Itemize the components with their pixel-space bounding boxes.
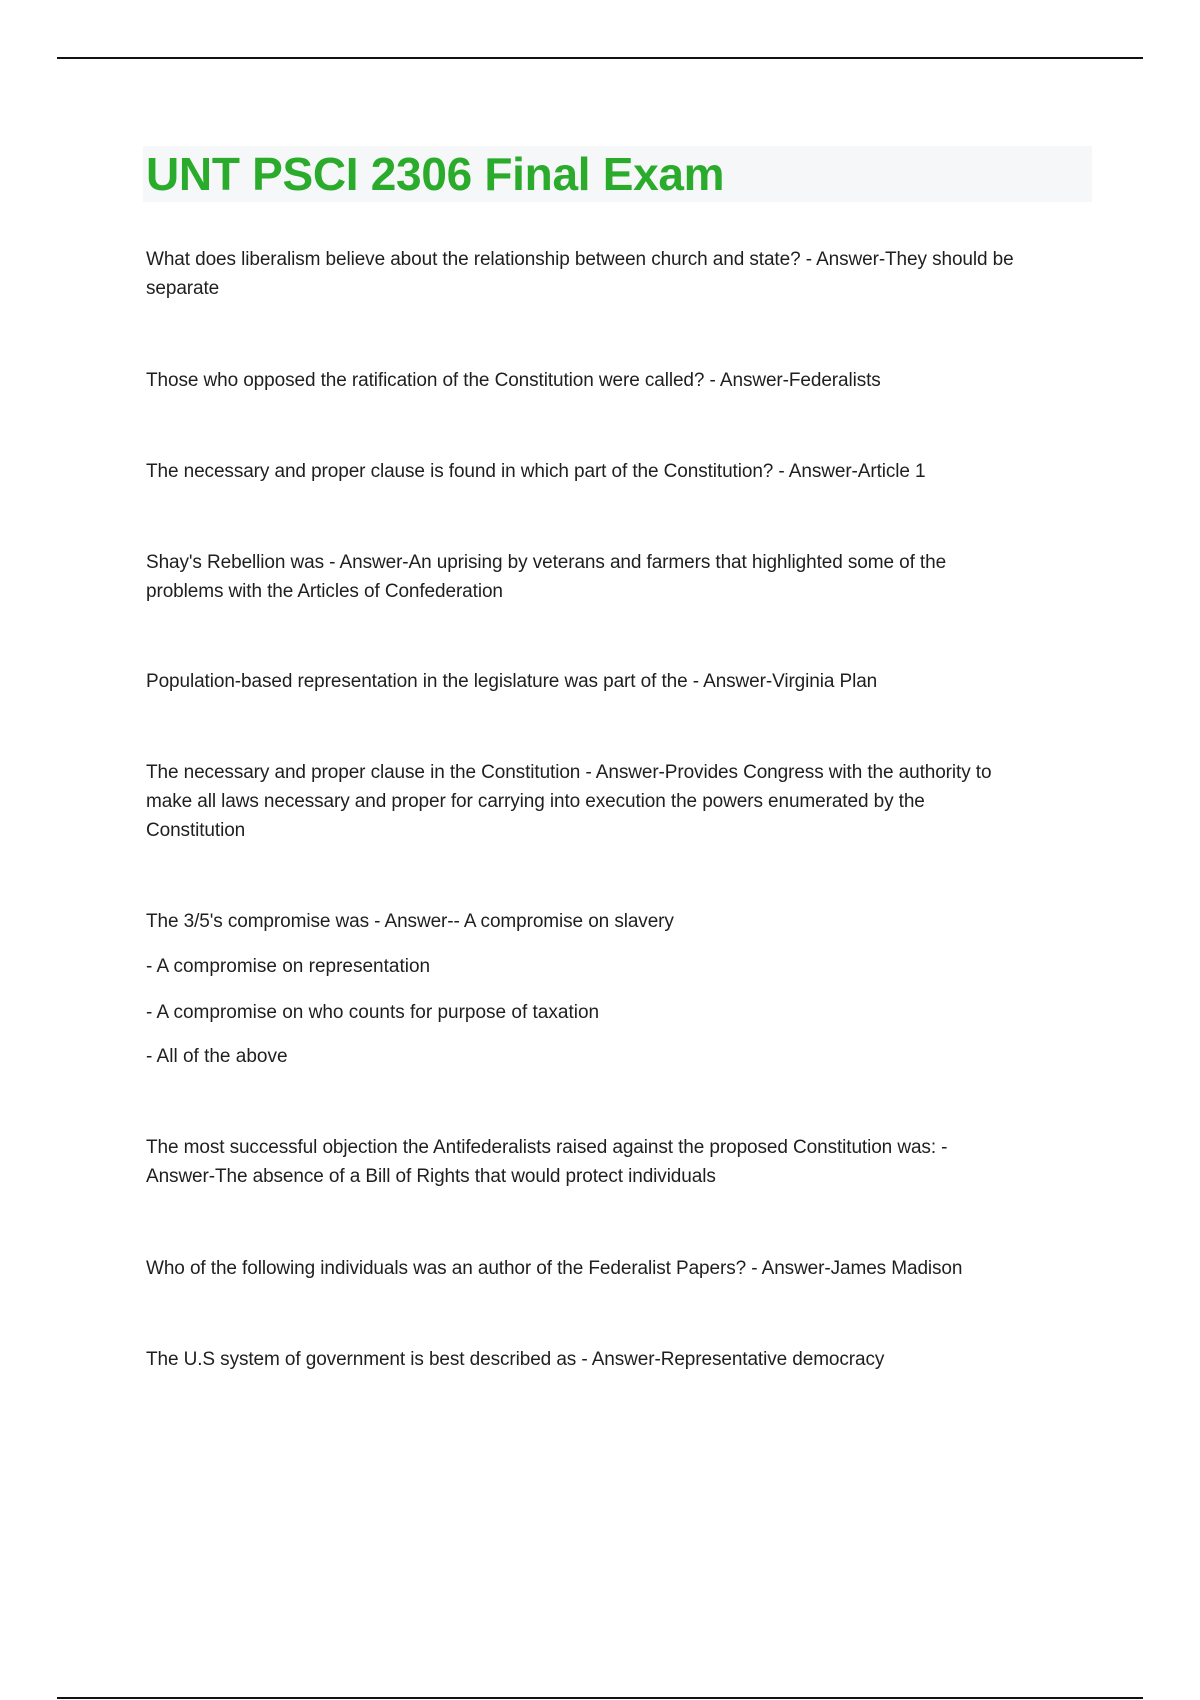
qa-item-1-line-2: separate xyxy=(146,278,220,299)
qa-item-5 xyxy=(146,667,1096,696)
top-rule xyxy=(57,57,1143,59)
qa-item-7-line-1: The 3/5's compromise was - Answer-- A compromise on slavery xyxy=(146,911,674,932)
qa-item-6-line-3: Constitution xyxy=(146,820,246,841)
bottom-rule xyxy=(57,1697,1143,1699)
qa-item-10 xyxy=(146,1345,1096,1374)
qa-item-3-line-1: The necessary and proper clause is found in which part of the Constitution? - Answer-Article 1 xyxy=(146,461,926,482)
qa-item-7-option-4: - All of the above xyxy=(146,1046,288,1067)
qa-item-6 xyxy=(146,758,1096,845)
qa-item-9-line-1: Who of the following individuals was an author of the Federalist Papers? - Answer-James Madison xyxy=(146,1258,963,1279)
qa-item-7-option-3: - A compromise on who counts for purpose of taxation xyxy=(146,1002,600,1023)
qa-item-7 xyxy=(146,907,1096,936)
qa-item-8 xyxy=(146,1133,1096,1191)
qa-item-6-line-2: make all laws necessary and proper for carrying into execution the powers enumerated by the xyxy=(146,791,925,812)
page-title: UNT PSCI 2306 Final Exam xyxy=(146,148,725,200)
qa-item-3 xyxy=(146,457,1096,486)
qa-item-8-line-2: Answer-The absence of a Bill of Rights that would protect individuals xyxy=(146,1166,716,1187)
qa-item-5-line-1: Population-based representation in the legislature was part of the - Answer-Virginia Plan xyxy=(146,671,878,692)
qa-item-4-line-1: Shay's Rebellion was - Answer-An uprising by veterans and farmers that highlighted some of the xyxy=(146,552,947,573)
qa-item-2-line-1: Those who opposed the ratification of the Constitution were called? - Answer-Federalists xyxy=(146,370,881,391)
qa-item-2 xyxy=(146,366,1096,395)
qa-item-10-line-1: The U.S system of government is best described as - Answer-Representative democracy xyxy=(146,1349,885,1370)
qa-item-4 xyxy=(146,548,1096,606)
qa-item-9 xyxy=(146,1254,1096,1283)
qa-item-7-option-2: - A compromise on representation xyxy=(146,956,431,977)
qa-item-1 xyxy=(146,245,1096,303)
qa-item-6-line-1: The necessary and proper clause in the Constitution - Answer-Provides Congress with the authority to xyxy=(146,762,992,783)
qa-item-1-line-1: What does liberalism believe about the relationship between church and state? - Answer-They should be xyxy=(146,249,1014,270)
qa-item-8-line-1: The most successful objection the Antifederalists raised against the proposed Constitution was: - xyxy=(146,1137,948,1158)
qa-item-4-line-2: problems with the Articles of Confederation xyxy=(146,581,503,602)
